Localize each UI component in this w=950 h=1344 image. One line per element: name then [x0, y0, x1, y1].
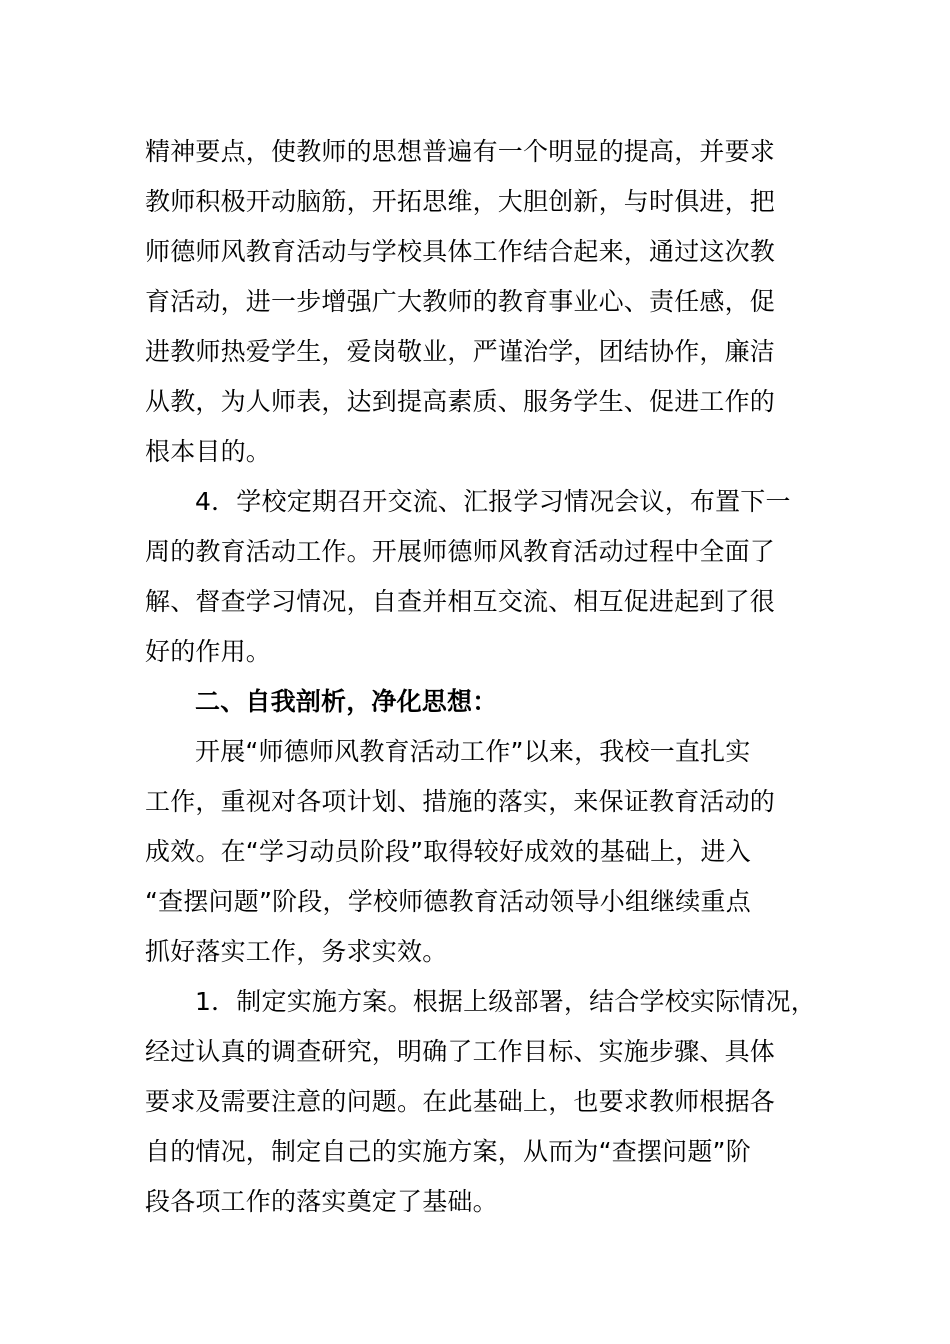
text-line: 成效。在“学习动员阶段”取得较好成效的基础上，进入: [145, 837, 751, 866]
text-line: 精神要点，使教师的思想普遍有一个明显的提高，并要求: [145, 137, 776, 166]
text-line: 自的情况，制定自己的实施方案，从而为“查摆问题”阶: [145, 1137, 751, 1166]
text-line: 育活动，进一步增强广大教师的教育事业心、责任感，促: [145, 287, 776, 316]
text-line: 进教师热爱学生，爱岗敬业，严谨治学，团结协作，廉洁: [145, 337, 776, 366]
text-line: “查摆问题”阶段，学校师德教育活动领导小组继续重点: [145, 887, 751, 916]
text-line: 从教，为人师表，达到提高素质、服务学生、促进工作的: [145, 387, 776, 416]
text-line: 开展“师德师风教育活动工作”以来，我校一直扎实: [195, 737, 751, 766]
text-line: 教师积极开动脑筋，开拓思维，大胆创新，与时俱进，把: [145, 187, 776, 216]
text-line: 经过认真的调查研究，明确了工作目标、实施步骤、具体: [145, 1037, 776, 1066]
text-line: 解、督查学习情况，自查并相互交流、相互促进起到了很: [145, 587, 776, 616]
text-line: 师德师风教育活动与学校具体工作结合起来，通过这次教: [145, 237, 776, 266]
text-line: 抓好落实工作，务求实效。: [145, 937, 448, 966]
text-line: 周的教育活动工作。开展师德师风教育活动过程中全面了: [145, 537, 776, 566]
text-line: 4．学校定期召开交流、汇报学习情况会议，布置下一: [195, 487, 791, 516]
text-line: 好的作用。: [145, 637, 272, 666]
text-line: 段各项工作的落实奠定了基础。: [145, 1187, 498, 1216]
text-line: 1．制定实施方案。根据上级部署，结合学校实际情况，: [195, 987, 816, 1016]
text-line: 要求及需要注意的问题。在此基础上，也要求教师根据各: [145, 1087, 776, 1116]
section-heading: 二、自我剖析，净化思想：: [195, 687, 498, 716]
text-line: 工作，重视对各项计划、措施的落实，来保证教育活动的: [145, 787, 776, 816]
text-line: 根本目的。: [145, 437, 272, 466]
